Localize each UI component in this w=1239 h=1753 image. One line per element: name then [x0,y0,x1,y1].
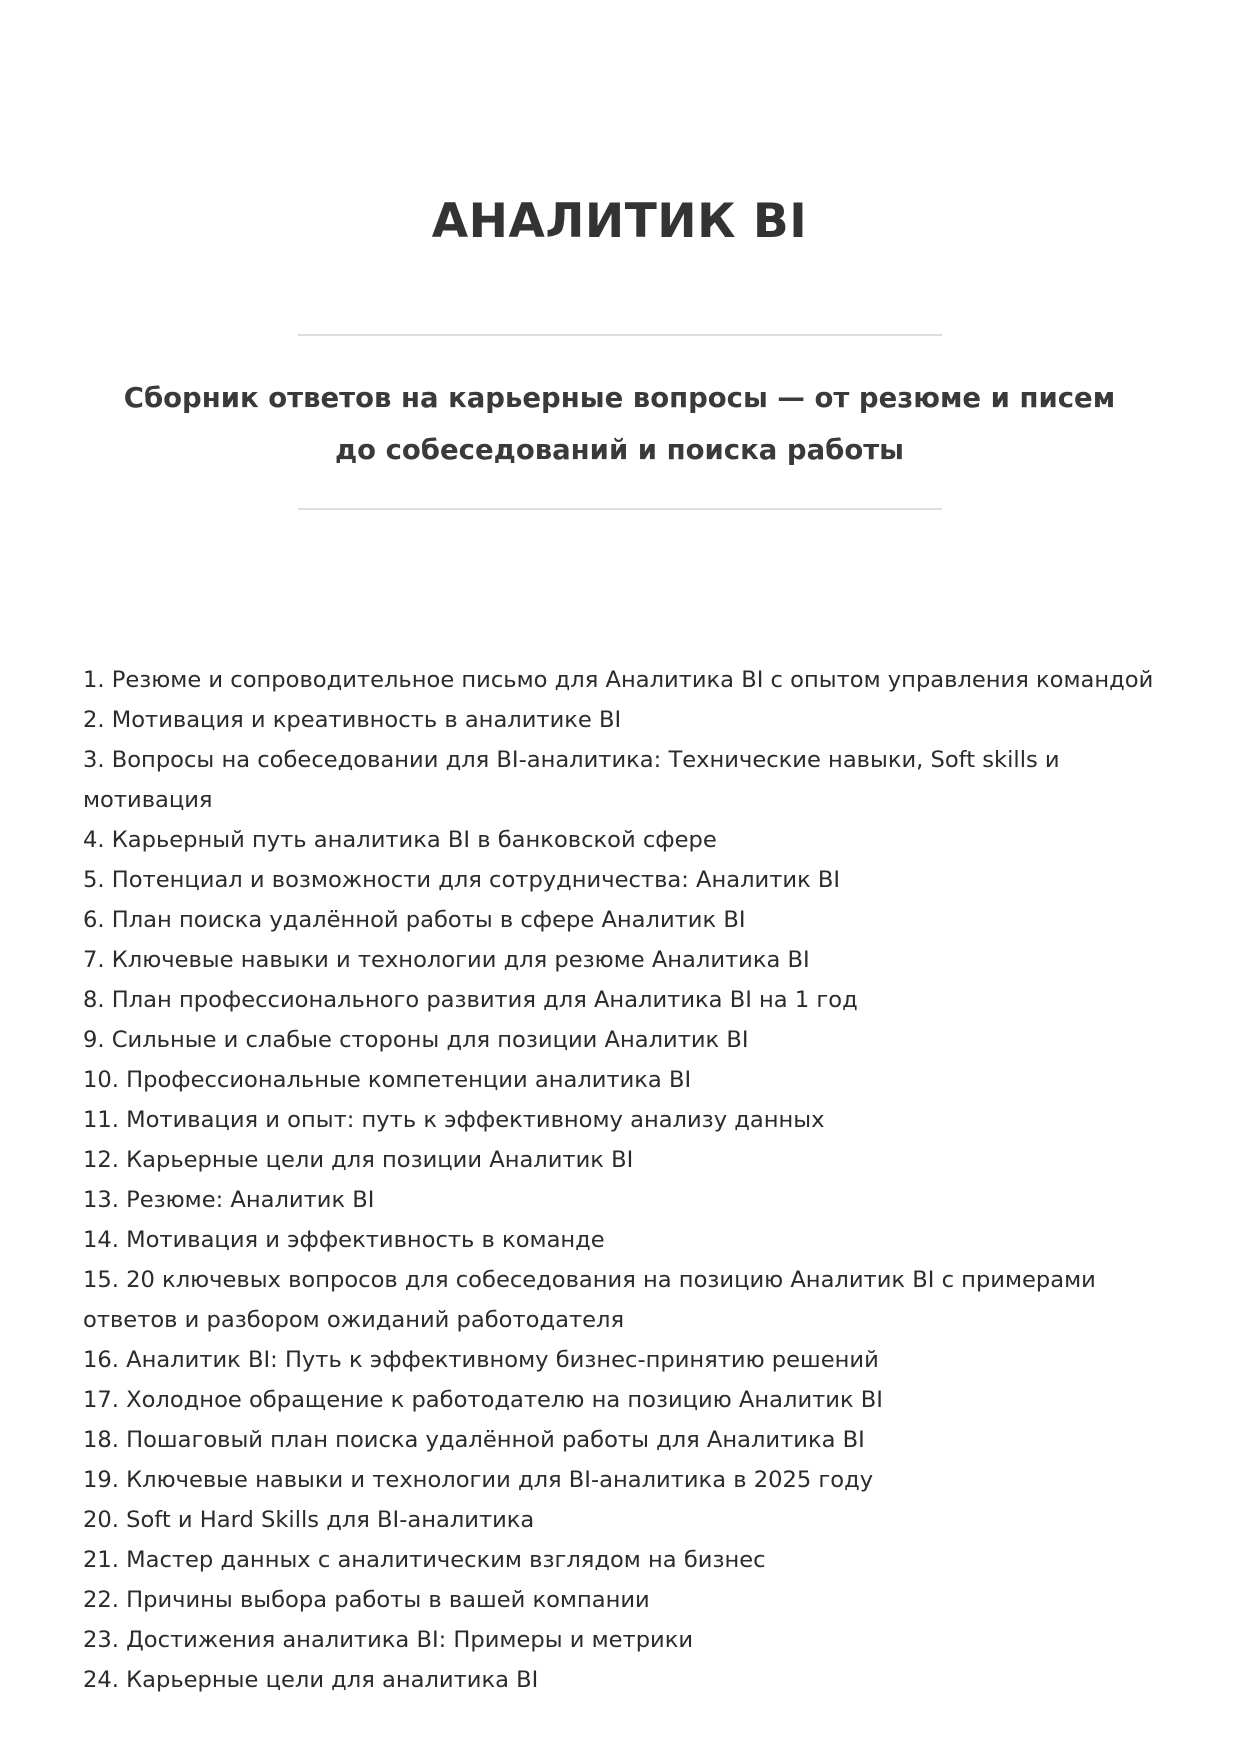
toc-item[interactable]: 5. Потенциал и возможности для сотрудничества: Аналитик BI [83,867,841,893]
toc-item[interactable]: 2. Мотивация и креативность в аналитике BI [83,707,622,733]
divider-bottom [298,508,942,510]
toc-item[interactable]: 15. 20 ключевых вопросов для собеседования на позицию Аналитик BI с примерами ответов и разбором ожиданий работодателя [83,1267,1096,1333]
toc-item[interactable]: 4. Карьерный путь аналитика BI в банковской сфере [83,827,717,853]
toc-item[interactable]: 21. Мастер данных с аналитическим взглядом на бизнес [83,1547,766,1573]
toc-item[interactable]: 7. Ключевые навыки и технологии для резюме Аналитика BI [83,947,810,973]
toc-item[interactable]: 18. Пошаговый план поиска удалённой работы для Аналитика BI [83,1427,865,1453]
toc-item[interactable]: 20. Soft и Hard Skills для BI-аналитика [83,1507,535,1533]
toc-item[interactable]: 6. План поиска удалённой работы в сфере Аналитик BI [83,907,746,933]
toc-item[interactable]: 11. Мотивация и опыт: путь к эффективному анализу данных [83,1107,825,1133]
toc-item[interactable]: 14. Мотивация и эффективность в команде [83,1227,605,1253]
page-subtitle: Сборник ответов на карьерные вопросы — от резюме и писем до собеседований и поиска работы [123,382,1116,466]
divider-top [298,334,942,336]
toc-item[interactable]: 13. Резюме: Аналитик BI [83,1187,375,1213]
toc-item[interactable]: 23. Достижения аналитика BI: Примеры и метрики [83,1627,694,1653]
toc-item[interactable]: 1. Резюме и сопроводительное письмо для Аналитика BI с опытом управления командой [83,667,1154,693]
toc-item[interactable]: 8. План профессионального развития для Аналитика BI на 1 год [83,987,858,1013]
toc-item[interactable]: 10. Профессиональные компетенции аналитика BI [83,1067,692,1093]
toc-item[interactable]: 17. Холодное обращение к работодателю на позицию Аналитик BI [83,1387,883,1413]
toc-item[interactable]: 12. Карьерные цели для позиции Аналитик BI [83,1147,634,1173]
toc-item[interactable]: 16. Аналитик BI: Путь к эффективному бизнес-принятию решений [83,1347,879,1373]
toc-item[interactable]: 9. Сильные и слабые стороны для позиции Аналитик BI [83,1027,749,1053]
toc-item[interactable]: 3. Вопросы на собеседовании для BI-аналитика: Технические навыки, Soft skills и мотивация [83,747,1060,813]
toc-item[interactable]: 19. Ключевые навыки и технологии для BI-аналитика в 2025 году [83,1467,874,1493]
page-title: АНАЛИТИК BI [431,194,808,249]
toc-item[interactable]: 22. Причины выбора работы в вашей компании [83,1587,650,1613]
table-of-contents [83,660,1163,1700]
toc-item[interactable]: 24. Карьерные цели для аналитика BI [83,1667,539,1693]
